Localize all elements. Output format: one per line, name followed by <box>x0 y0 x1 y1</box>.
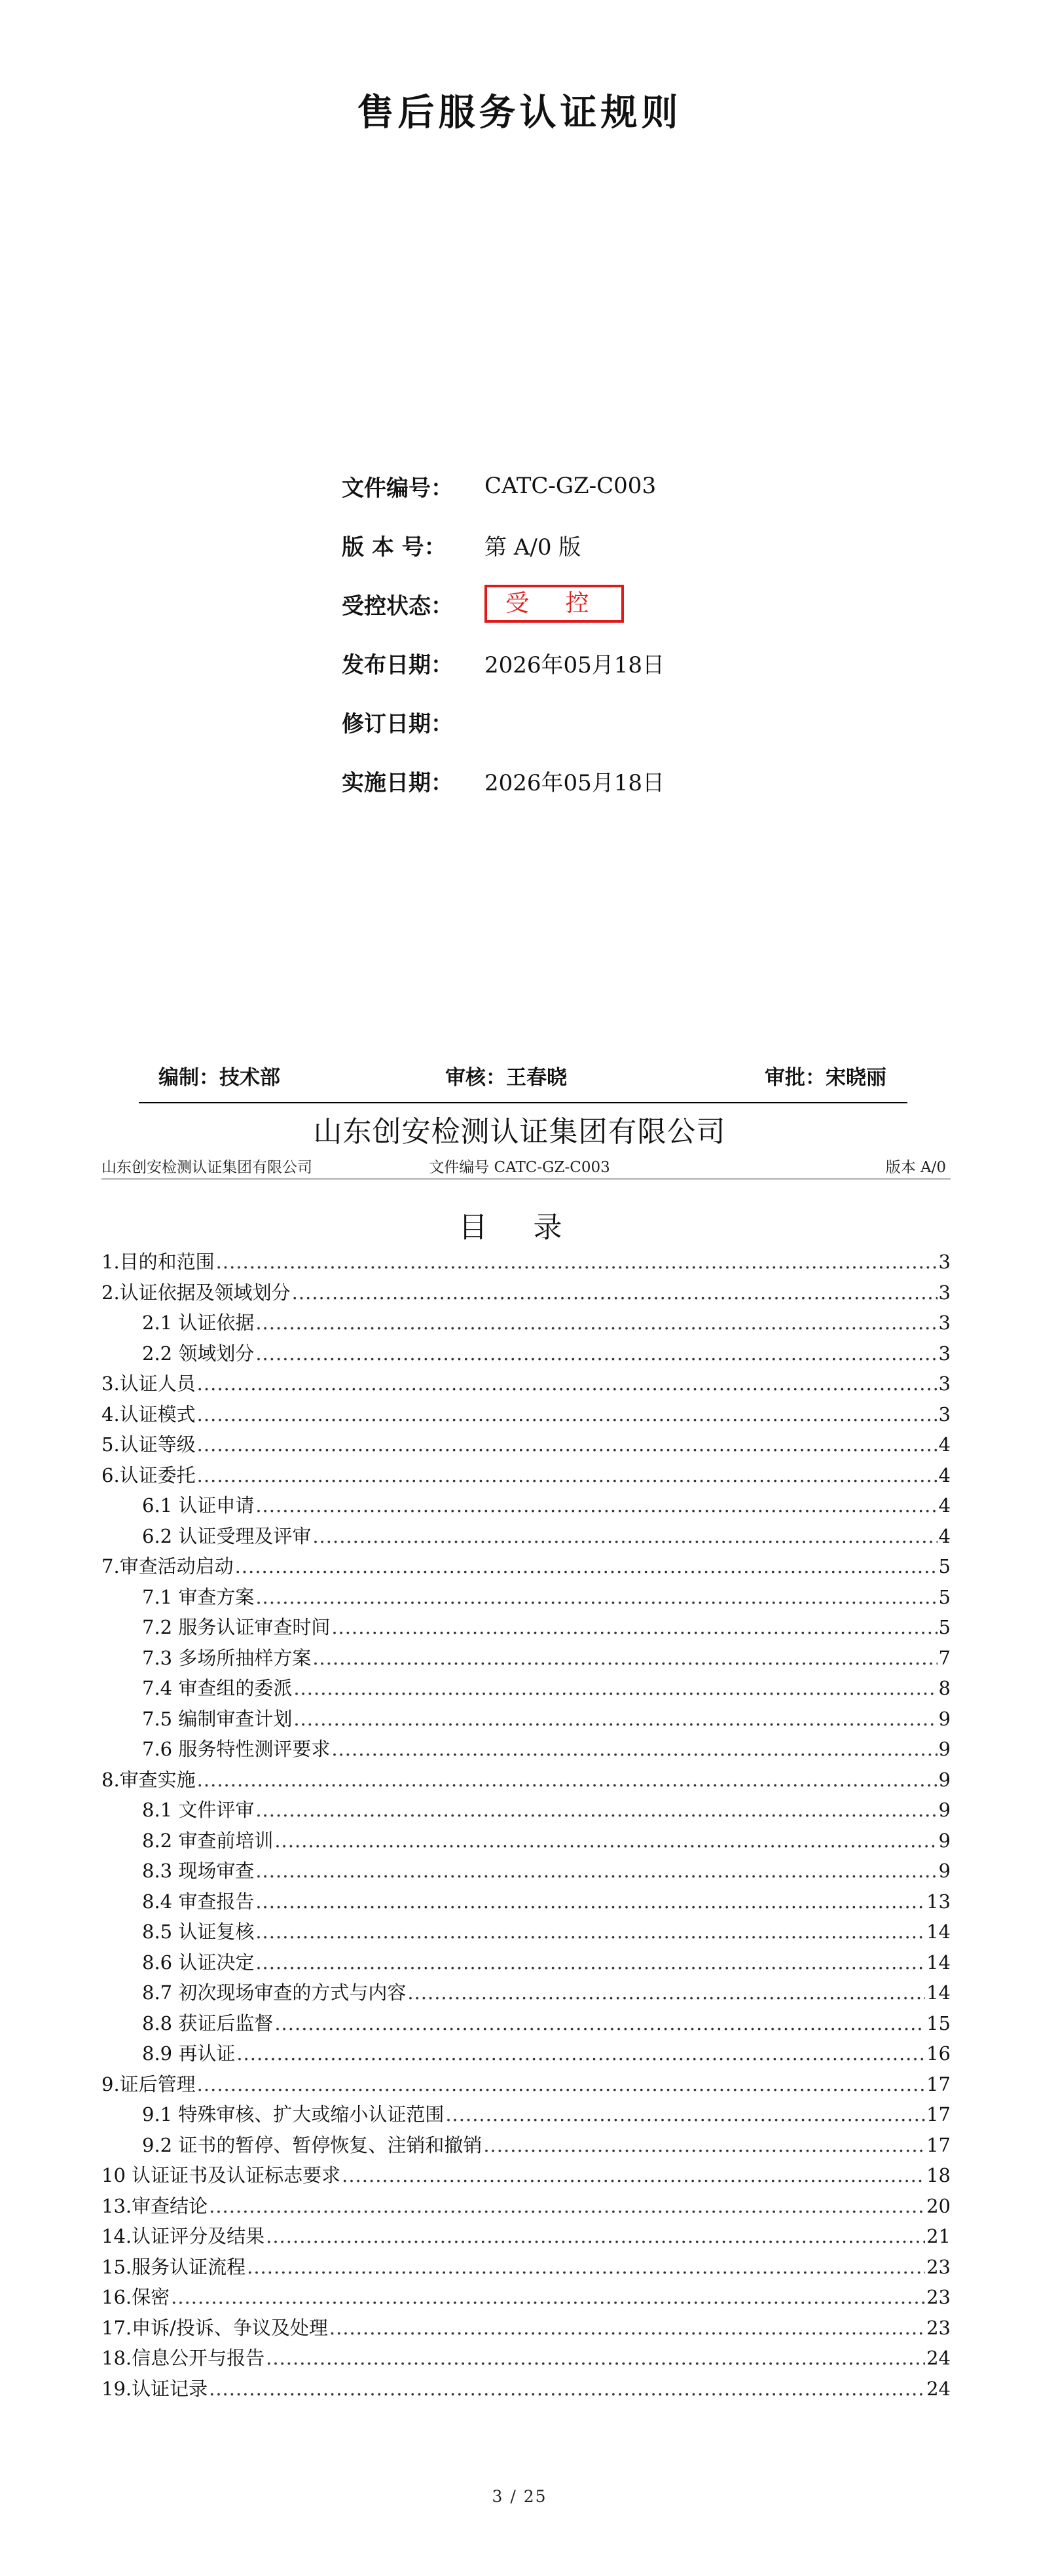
toc-item-label: 8.7 初次现场审查的方式与内容 <box>142 1981 407 2004</box>
toc-item-label: 1.目的和范围 <box>101 1251 215 1273</box>
toc-item-label: 8.2 审查前培训 <box>142 1829 274 1852</box>
toc-leader-dots <box>197 1403 938 1426</box>
toc-item[interactable] <box>101 2100 951 2131</box>
toc-item-label: 17.申诉/投诉、争议及处理 <box>101 2316 328 2339</box>
toc-leader-dots <box>255 1342 937 1365</box>
toc-item-page: 20 <box>926 2194 951 2217</box>
toc-item-page: 17 <box>926 2133 951 2156</box>
toc-leader-dots <box>292 1281 938 1304</box>
toc-item-label: 2.认证依据及领域划分 <box>101 1281 291 1304</box>
toc-leader-dots <box>266 2225 925 2247</box>
toc-item-page: 16 <box>926 2042 951 2065</box>
toc-item[interactable] <box>101 1247 951 1278</box>
toc-item[interactable] <box>101 1887 951 1918</box>
meta-row <box>342 761 665 800</box>
document-title: 售后服务认证规则 <box>357 91 682 134</box>
toc-item[interactable] <box>101 1339 951 1370</box>
toc-item[interactable] <box>101 1491 951 1522</box>
toc-leader-dots <box>171 2286 925 2308</box>
toc-item-page: 3 <box>938 1342 951 1365</box>
toc-item[interactable] <box>101 1369 951 1400</box>
toc-leader-dots <box>293 1708 937 1730</box>
toc-item-label: 8.9 再认证 <box>142 2042 236 2065</box>
toc-leader-dots <box>266 2347 925 2369</box>
toc-leader-dots <box>209 2378 925 2400</box>
toc-item-page: 7 <box>938 1646 951 1669</box>
toc-item-label: 8.1 文件评审 <box>142 1799 255 1821</box>
toc-item-label: 6.1 认证申请 <box>142 1494 255 1517</box>
meta-row <box>342 525 581 564</box>
toc-item-label: 6.2 认证受理及评审 <box>142 1524 312 1547</box>
toc-item-page: 3 <box>938 1403 951 1426</box>
toc-item-page: 9 <box>938 1829 951 1852</box>
toc-item[interactable] <box>101 2344 951 2374</box>
toc-item[interactable] <box>101 1856 951 1887</box>
toc-item-page: 23 <box>926 2286 951 2308</box>
toc-item[interactable] <box>101 1978 951 2009</box>
toc-item-label: 14.认证评分及结果 <box>101 2225 265 2247</box>
toc-leader-dots <box>274 2012 925 2034</box>
toc-leader-dots <box>247 2256 925 2278</box>
toc-item-label: 15.服务认证流程 <box>101 2255 246 2278</box>
toc-item-label: 6.认证委托 <box>101 1463 196 1486</box>
toc-item-label: 8.8 获证后监督 <box>142 2012 274 2034</box>
toc-item[interactable] <box>101 2131 951 2162</box>
meta-value: 2026年05月18日 <box>484 652 665 678</box>
toc-item-label: 7.1 审查方案 <box>142 1585 255 1608</box>
toc-item-page: 14 <box>926 1921 951 1943</box>
header-company: 山东创安检测认证集团有限公司 <box>101 1159 312 1176</box>
toc-item-page: 9 <box>938 1738 951 1760</box>
toc-item-label: 4.认证模式 <box>101 1403 196 1426</box>
toc-leader-dots <box>209 2195 925 2217</box>
toc-item-page: 4 <box>938 1433 951 1456</box>
toc-item[interactable] <box>101 1948 951 1979</box>
toc-leader-dots <box>312 1647 937 1669</box>
toc-item-page: 21 <box>926 2225 951 2247</box>
meta-value: 2026年05月18日 <box>484 769 665 796</box>
toc-item-page: 9 <box>938 1860 951 1882</box>
toc-item-label: 5.认证等级 <box>101 1433 196 1456</box>
toc-leader-dots <box>293 1677 937 1699</box>
toc-item[interactable] <box>101 2313 951 2344</box>
toc-leader-dots <box>331 1616 937 1638</box>
toc-item-page: 13 <box>926 1890 951 1913</box>
toc-item-label: 9.证后管理 <box>101 2072 196 2095</box>
toc-item[interactable] <box>101 1826 951 1857</box>
toc-item-page: 3 <box>938 1251 951 1273</box>
toc-leader-dots <box>445 2103 925 2125</box>
toc-item-label: 3.认证人员 <box>101 1372 196 1395</box>
toc-item[interactable] <box>101 1308 951 1339</box>
toc-leader-dots <box>255 1586 937 1608</box>
toc-item-page: 4 <box>938 1524 951 1547</box>
toc-item-page: 24 <box>926 2347 951 2369</box>
toc-item-label: 8.4 审查报告 <box>142 1890 255 1913</box>
toc-item[interactable] <box>101 2374 951 2405</box>
toc-leader-dots <box>483 2134 925 2156</box>
toc-item-label: 9.1 特殊审核、扩大或缩小认证范围 <box>142 2103 445 2125</box>
toc-item-label: 8.5 认证复核 <box>142 1921 255 1943</box>
toc-item-label: 19.认证记录 <box>101 2377 208 2400</box>
toc-item-page: 17 <box>926 2072 951 2095</box>
meta-label: 实施日期： <box>342 769 453 796</box>
toc-item[interactable] <box>101 1917 951 1948</box>
toc-item-page: 4 <box>938 1463 951 1486</box>
toc-leader-dots <box>197 1372 938 1395</box>
toc-item-label: 8.审查实施 <box>101 1768 196 1791</box>
page-number: 3 / 25 <box>492 2487 547 2506</box>
toc-item[interactable] <box>101 2039 951 2070</box>
toc-item[interactable] <box>101 1674 951 1704</box>
toc-item-page: 18 <box>926 2164 951 2186</box>
signature-approved: 审批：宋晓丽 <box>765 1066 886 1090</box>
toc-item-page: 5 <box>938 1616 951 1638</box>
header-doc-number: 文件编号 CATC-GZ-C003 <box>429 1159 610 1176</box>
toc-leader-dots <box>312 1525 937 1547</box>
toc-item-label: 7.4 审查组的委派 <box>142 1677 293 1699</box>
toc-item-page: 9 <box>938 1768 951 1791</box>
toc-leader-dots <box>197 1464 938 1486</box>
toc-item-page: 4 <box>938 1494 951 1517</box>
company-name: 山东创安检测认证集团有限公司 <box>313 1115 726 1149</box>
toc-item-label: 2.1 认证依据 <box>142 1312 255 1334</box>
meta-row <box>342 702 484 741</box>
toc-leader-dots <box>255 1951 925 1974</box>
toc-item-label: 7.6 服务特性测评要求 <box>142 1738 331 1760</box>
toc-item[interactable] <box>101 2283 951 2313</box>
meta-row <box>342 466 656 506</box>
toc-item-page: 15 <box>926 2012 951 2034</box>
toc-list <box>101 1247 951 2404</box>
toc-leader-dots <box>342 2164 925 2186</box>
toc-item[interactable] <box>101 2070 951 2101</box>
toc-item-page: 23 <box>926 2316 951 2339</box>
toc-leader-dots <box>235 1555 938 1577</box>
toc-item-label: 7.3 多场所抽样方案 <box>142 1646 312 1669</box>
toc-item-page: 5 <box>938 1555 951 1577</box>
toc-leader-dots <box>236 2042 925 2065</box>
toc-item-page: 24 <box>926 2377 951 2400</box>
toc-leader-dots <box>255 1494 937 1517</box>
toc-item[interactable] <box>101 1795 951 1826</box>
toc-leader-dots <box>197 1769 938 1791</box>
toc-item-page: 8 <box>938 1677 951 1699</box>
toc-leader-dots <box>255 1799 937 1821</box>
meta-label: 文件编号： <box>342 475 453 502</box>
toc-leader-dots <box>216 1251 938 1273</box>
toc-item-label: 10 认证证书及认证标志要求 <box>101 2164 341 2186</box>
toc-item[interactable] <box>101 1613 951 1644</box>
toc-item-label: 9.2 证书的暂停、暂停恢复、注销和撤销 <box>142 2133 483 2156</box>
toc-item-page: 5 <box>938 1585 951 1608</box>
meta-row <box>342 584 624 623</box>
toc-leader-dots <box>329 2317 925 2339</box>
toc-item-label: 7.2 服务认证审查时间 <box>142 1616 331 1638</box>
toc-item-label: 8.6 认证决定 <box>142 1951 255 1974</box>
meta-row <box>342 643 665 682</box>
toc-item-page: 14 <box>926 1951 951 1974</box>
toc-leader-dots <box>255 1860 937 1882</box>
control-status-stamp: 受 控 <box>484 585 624 623</box>
toc-item-page: 9 <box>938 1799 951 1821</box>
toc-item-label: 8.3 现场审查 <box>142 1860 255 1882</box>
meta-label: 受控状态： <box>342 593 453 619</box>
toc-leader-dots <box>407 1981 925 2004</box>
toc-item-page: 17 <box>926 2103 951 2125</box>
toc-item[interactable] <box>101 1461 951 1492</box>
meta-value: 第 A/0 版 <box>484 534 581 561</box>
toc-item-page: 3 <box>938 1372 951 1395</box>
toc-leader-dots <box>255 1312 937 1334</box>
toc-item[interactable] <box>101 1400 951 1431</box>
meta-label: 修订日期： <box>342 710 453 737</box>
toc-item[interactable] <box>101 2009 951 2040</box>
toc-item[interactable] <box>101 2192 951 2222</box>
toc-item-label: 7.5 编制审查计划 <box>142 1707 293 1730</box>
toc-item-label: 7.审查活动启动 <box>101 1555 234 1577</box>
toc-item-label: 13.审查结论 <box>101 2194 208 2217</box>
toc-item[interactable] <box>101 1644 951 1674</box>
toc-item[interactable] <box>101 1522 951 1553</box>
toc-leader-dots <box>255 1921 925 1943</box>
toc-item-label: 2.2 领域划分 <box>142 1342 255 1365</box>
toc-leader-dots <box>331 1738 937 1760</box>
toc-item[interactable] <box>101 1735 951 1765</box>
toc-leader-dots <box>197 1433 938 1456</box>
toc-item-label: 16.保密 <box>101 2286 170 2308</box>
toc-item[interactable] <box>101 1704 951 1735</box>
toc-item[interactable] <box>101 2253 951 2283</box>
toc-item[interactable] <box>101 2161 951 2192</box>
toc-item[interactable] <box>101 1552 951 1583</box>
toc-item-page: 3 <box>938 1281 951 1304</box>
toc-item-page: 9 <box>938 1707 951 1730</box>
toc-item[interactable] <box>101 1278 951 1309</box>
toc-leader-dots <box>274 1830 937 1852</box>
meta-label: 版 本 号： <box>342 534 447 561</box>
toc-heading: 目 录 <box>458 1211 581 1244</box>
meta-value: CATC-GZ-C003 <box>484 473 657 499</box>
toc-item[interactable] <box>101 2222 951 2253</box>
toc-item[interactable] <box>101 1583 951 1613</box>
signature-compiled: 编制：技术部 <box>158 1066 280 1090</box>
cover-divider <box>139 1102 907 1103</box>
toc-item-page: 14 <box>926 1981 951 2004</box>
header-version: 版本 A/0 <box>885 1159 946 1176</box>
toc-item-page: 3 <box>938 1312 951 1334</box>
toc-item[interactable] <box>101 1430 951 1461</box>
signature-reviewed: 审核：王春晓 <box>445 1066 567 1090</box>
toc-leader-dots <box>197 2073 925 2095</box>
toc-item-label: 18.信息公开与报告 <box>101 2347 265 2369</box>
toc-item-page: 23 <box>926 2255 951 2278</box>
toc-item[interactable] <box>101 1765 951 1796</box>
toc-leader-dots <box>255 1890 925 1913</box>
meta-label: 发布日期： <box>342 652 453 678</box>
